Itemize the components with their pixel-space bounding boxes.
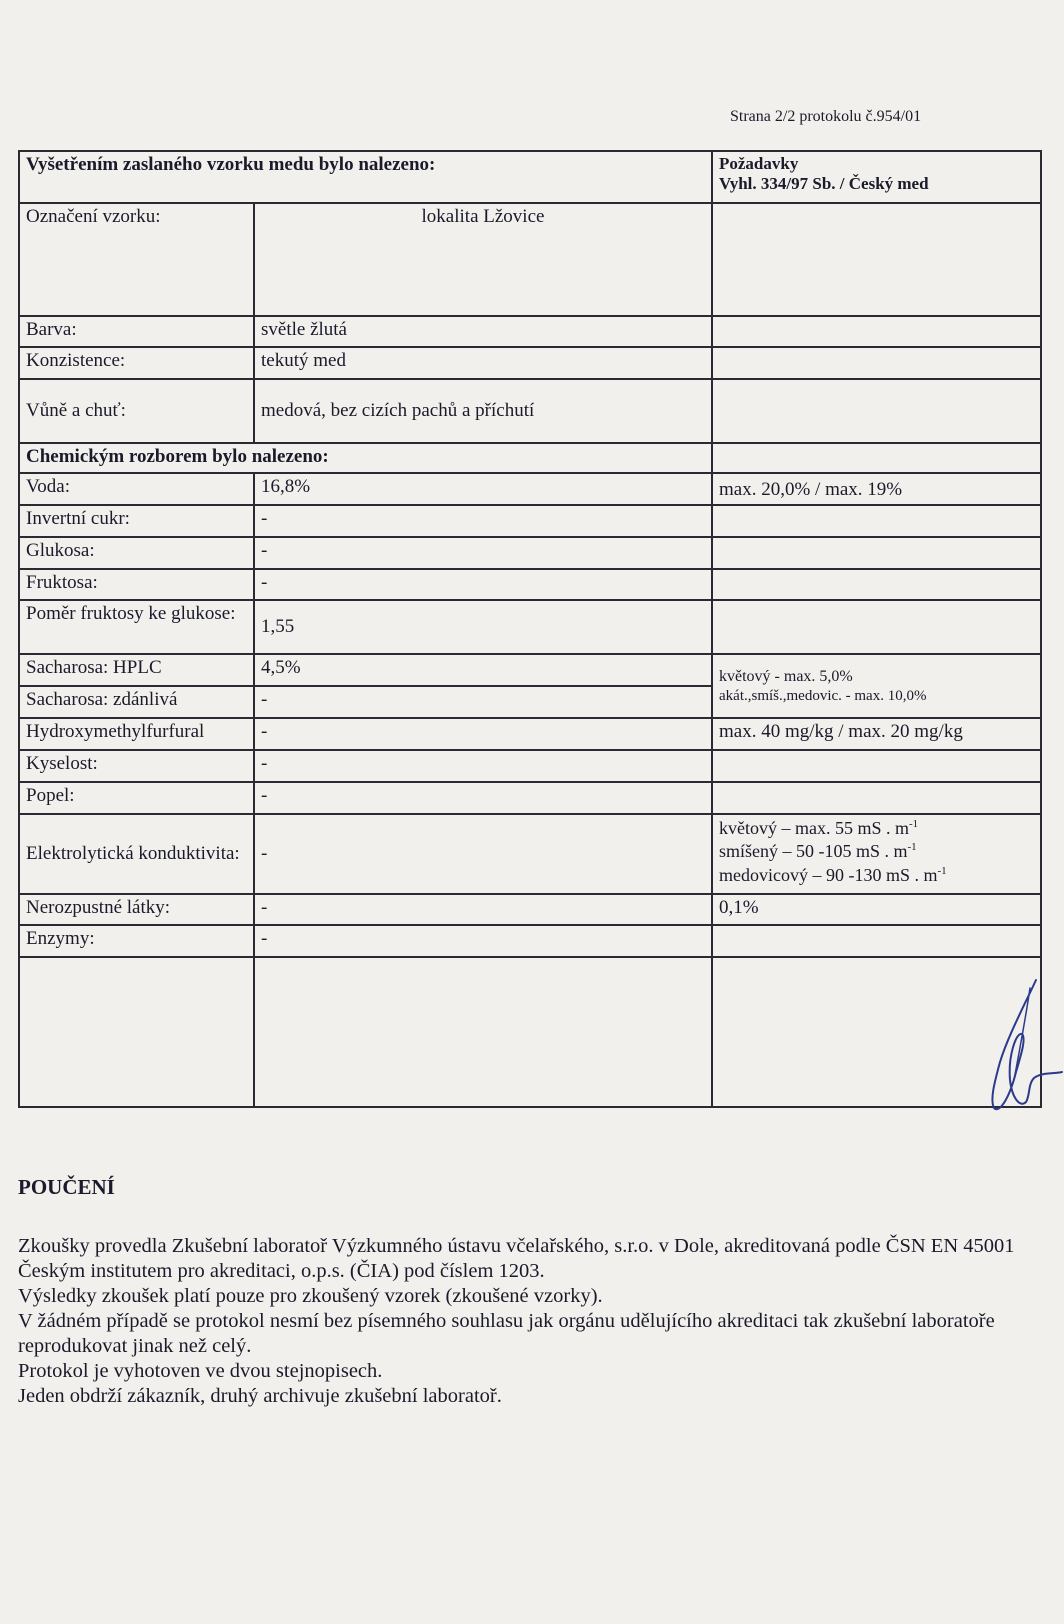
empty-cell <box>254 957 712 1107</box>
row-value: - <box>254 782 712 814</box>
table-row <box>19 347 1041 379</box>
table-row <box>19 473 1041 505</box>
sample-label: Označení vzorku: <box>19 203 254 316</box>
sample-row <box>19 203 1041 316</box>
row-req <box>712 537 1041 569</box>
row-req <box>712 316 1041 347</box>
table-row <box>19 750 1041 782</box>
row-label: Vůně a chuť: <box>19 379 254 443</box>
requirements-header-line2: Vyhl. 334/97 Sb. / Český med <box>719 174 929 194</box>
row-label: Sacharosa: HPLC <box>19 654 254 686</box>
row-label: Nerozpustné látky: <box>19 894 254 925</box>
row-req <box>712 443 1041 473</box>
row-req <box>712 347 1041 379</box>
results-table <box>18 150 1042 1108</box>
row-value: - <box>254 718 712 750</box>
row-label: Barva: <box>19 316 254 347</box>
row-req <box>712 925 1041 957</box>
row-label: Fruktosa: <box>19 569 254 600</box>
row-req <box>712 782 1041 814</box>
notes-line: Protokol je vyhotoven ve dvou stejnopisech. <box>18 1360 383 1382</box>
row-value: - <box>254 814 712 894</box>
notes-title: POUČENÍ <box>18 1175 115 1199</box>
table-row <box>19 600 1041 654</box>
row-req <box>712 505 1041 537</box>
empty-cell <box>19 957 254 1107</box>
chem-section-title: Chemickým rozborem bylo nalezeno: <box>19 443 712 473</box>
table-row <box>19 925 1041 957</box>
empty-row <box>19 957 1041 1107</box>
table-row <box>19 569 1041 600</box>
table-row <box>19 718 1041 750</box>
table-row <box>19 316 1041 347</box>
sacharosa-req-line1: květový - max. 5,0% <box>719 668 853 686</box>
konduktivita-req-line1: květový – max. 55 mS . $m^{-1}$ <box>719 818 919 838</box>
sacharosa-req-line2: akát.,smíš.,medovic. - max. 10,0% <box>719 687 927 704</box>
row-value: světle žlutá <box>254 316 712 347</box>
sample-value: lokalita Lžovice <box>254 203 712 316</box>
table-row <box>19 894 1041 925</box>
row-label: Sacharosa: zdánlivá <box>19 686 254 718</box>
row-req <box>712 750 1041 782</box>
row-req <box>712 379 1041 443</box>
row-req: max. 20,0% / max. 19% <box>712 473 1041 505</box>
row-label: Kyselost: <box>19 750 254 782</box>
table-row <box>19 537 1041 569</box>
row-value: - <box>254 686 712 718</box>
table-header-row <box>19 151 1041 203</box>
row-label: Enzymy: <box>19 925 254 957</box>
row-label: Konzistence: <box>19 347 254 379</box>
row-value: - <box>254 925 712 957</box>
row-req: max. 40 mg/kg / max. 20 mg/kg <box>712 718 1041 750</box>
row-label: Invertní cukr: <box>19 505 254 537</box>
sample-req <box>712 203 1041 316</box>
notes-line: Výsledky zkoušek platí pouze pro zkoušený vzorek (zkoušené vzorky). <box>18 1285 603 1307</box>
row-label: Hydroxymethylfurfural <box>19 718 254 750</box>
konduktivita-req <box>712 814 1041 894</box>
row-value: - <box>254 750 712 782</box>
konduktivita-req-line2: smíšený – 50 -105 mS . $m^{-1}$ <box>719 841 917 862</box>
requirements-header <box>712 151 1041 203</box>
page-reference: Strana 2/2 protokolu č.954/01 <box>730 108 922 125</box>
row-label: Popel: <box>19 782 254 814</box>
row-value: - <box>254 537 712 569</box>
row-label: Poměr fruktosy ke glukose: <box>19 600 254 654</box>
requirements-header-line1: Požadavky <box>719 154 799 173</box>
row-label: Elektrolytická konduktivita: <box>19 814 254 894</box>
konduktivita-req-line3: medovicový – 90 -130 mS . $m^{-1}$ <box>719 864 947 885</box>
notes-line: Zkoušky provedla Zkušební laboratoř Výzkumného ústavu včelařského, s.r.o. v Dole, akreditovaná podle ČSN EN 45001 Českým institutem pro akreditaci, o.p.s. (ČIA) pod číslem 1203. <box>18 1235 1015 1282</box>
row-req <box>712 569 1041 600</box>
signature-icon <box>964 976 1064 1116</box>
table-row <box>19 379 1041 443</box>
row-req: 0,1% <box>712 894 1041 925</box>
table-row <box>19 814 1041 894</box>
row-value: tekutý med <box>254 347 712 379</box>
row-value: 16,8% <box>254 473 712 505</box>
row-value: 4,5% <box>254 654 712 686</box>
notes-section <box>18 1175 1028 1409</box>
chem-section-row <box>19 443 1041 473</box>
row-req <box>712 600 1041 654</box>
row-label: Glukosa: <box>19 537 254 569</box>
table-row <box>19 654 1041 686</box>
notes-line: Jeden obdrží zákazník, druhý archivuje zkušební laboratoř. <box>18 1385 502 1407</box>
notes-line: V žádném případě se protokol nesmí bez písemného souhlasu jak orgánu udělujícího akreditaci tak zkušební laboratoře reprodukovat jinak než celý. <box>18 1310 995 1357</box>
table-row <box>19 782 1041 814</box>
signature-cell <box>712 957 1041 1107</box>
table-row <box>19 505 1041 537</box>
row-label: Voda: <box>19 473 254 505</box>
row-value: medová, bez cizích pachů a příchutí <box>254 379 712 443</box>
table-title: Vyšetřením zaslaného vzorku medu bylo nalezeno: <box>19 151 712 203</box>
row-value: - <box>254 894 712 925</box>
row-value: 1,55 <box>254 600 712 654</box>
row-value: - <box>254 569 712 600</box>
row-value: - <box>254 505 712 537</box>
sacharosa-req <box>712 654 1041 718</box>
